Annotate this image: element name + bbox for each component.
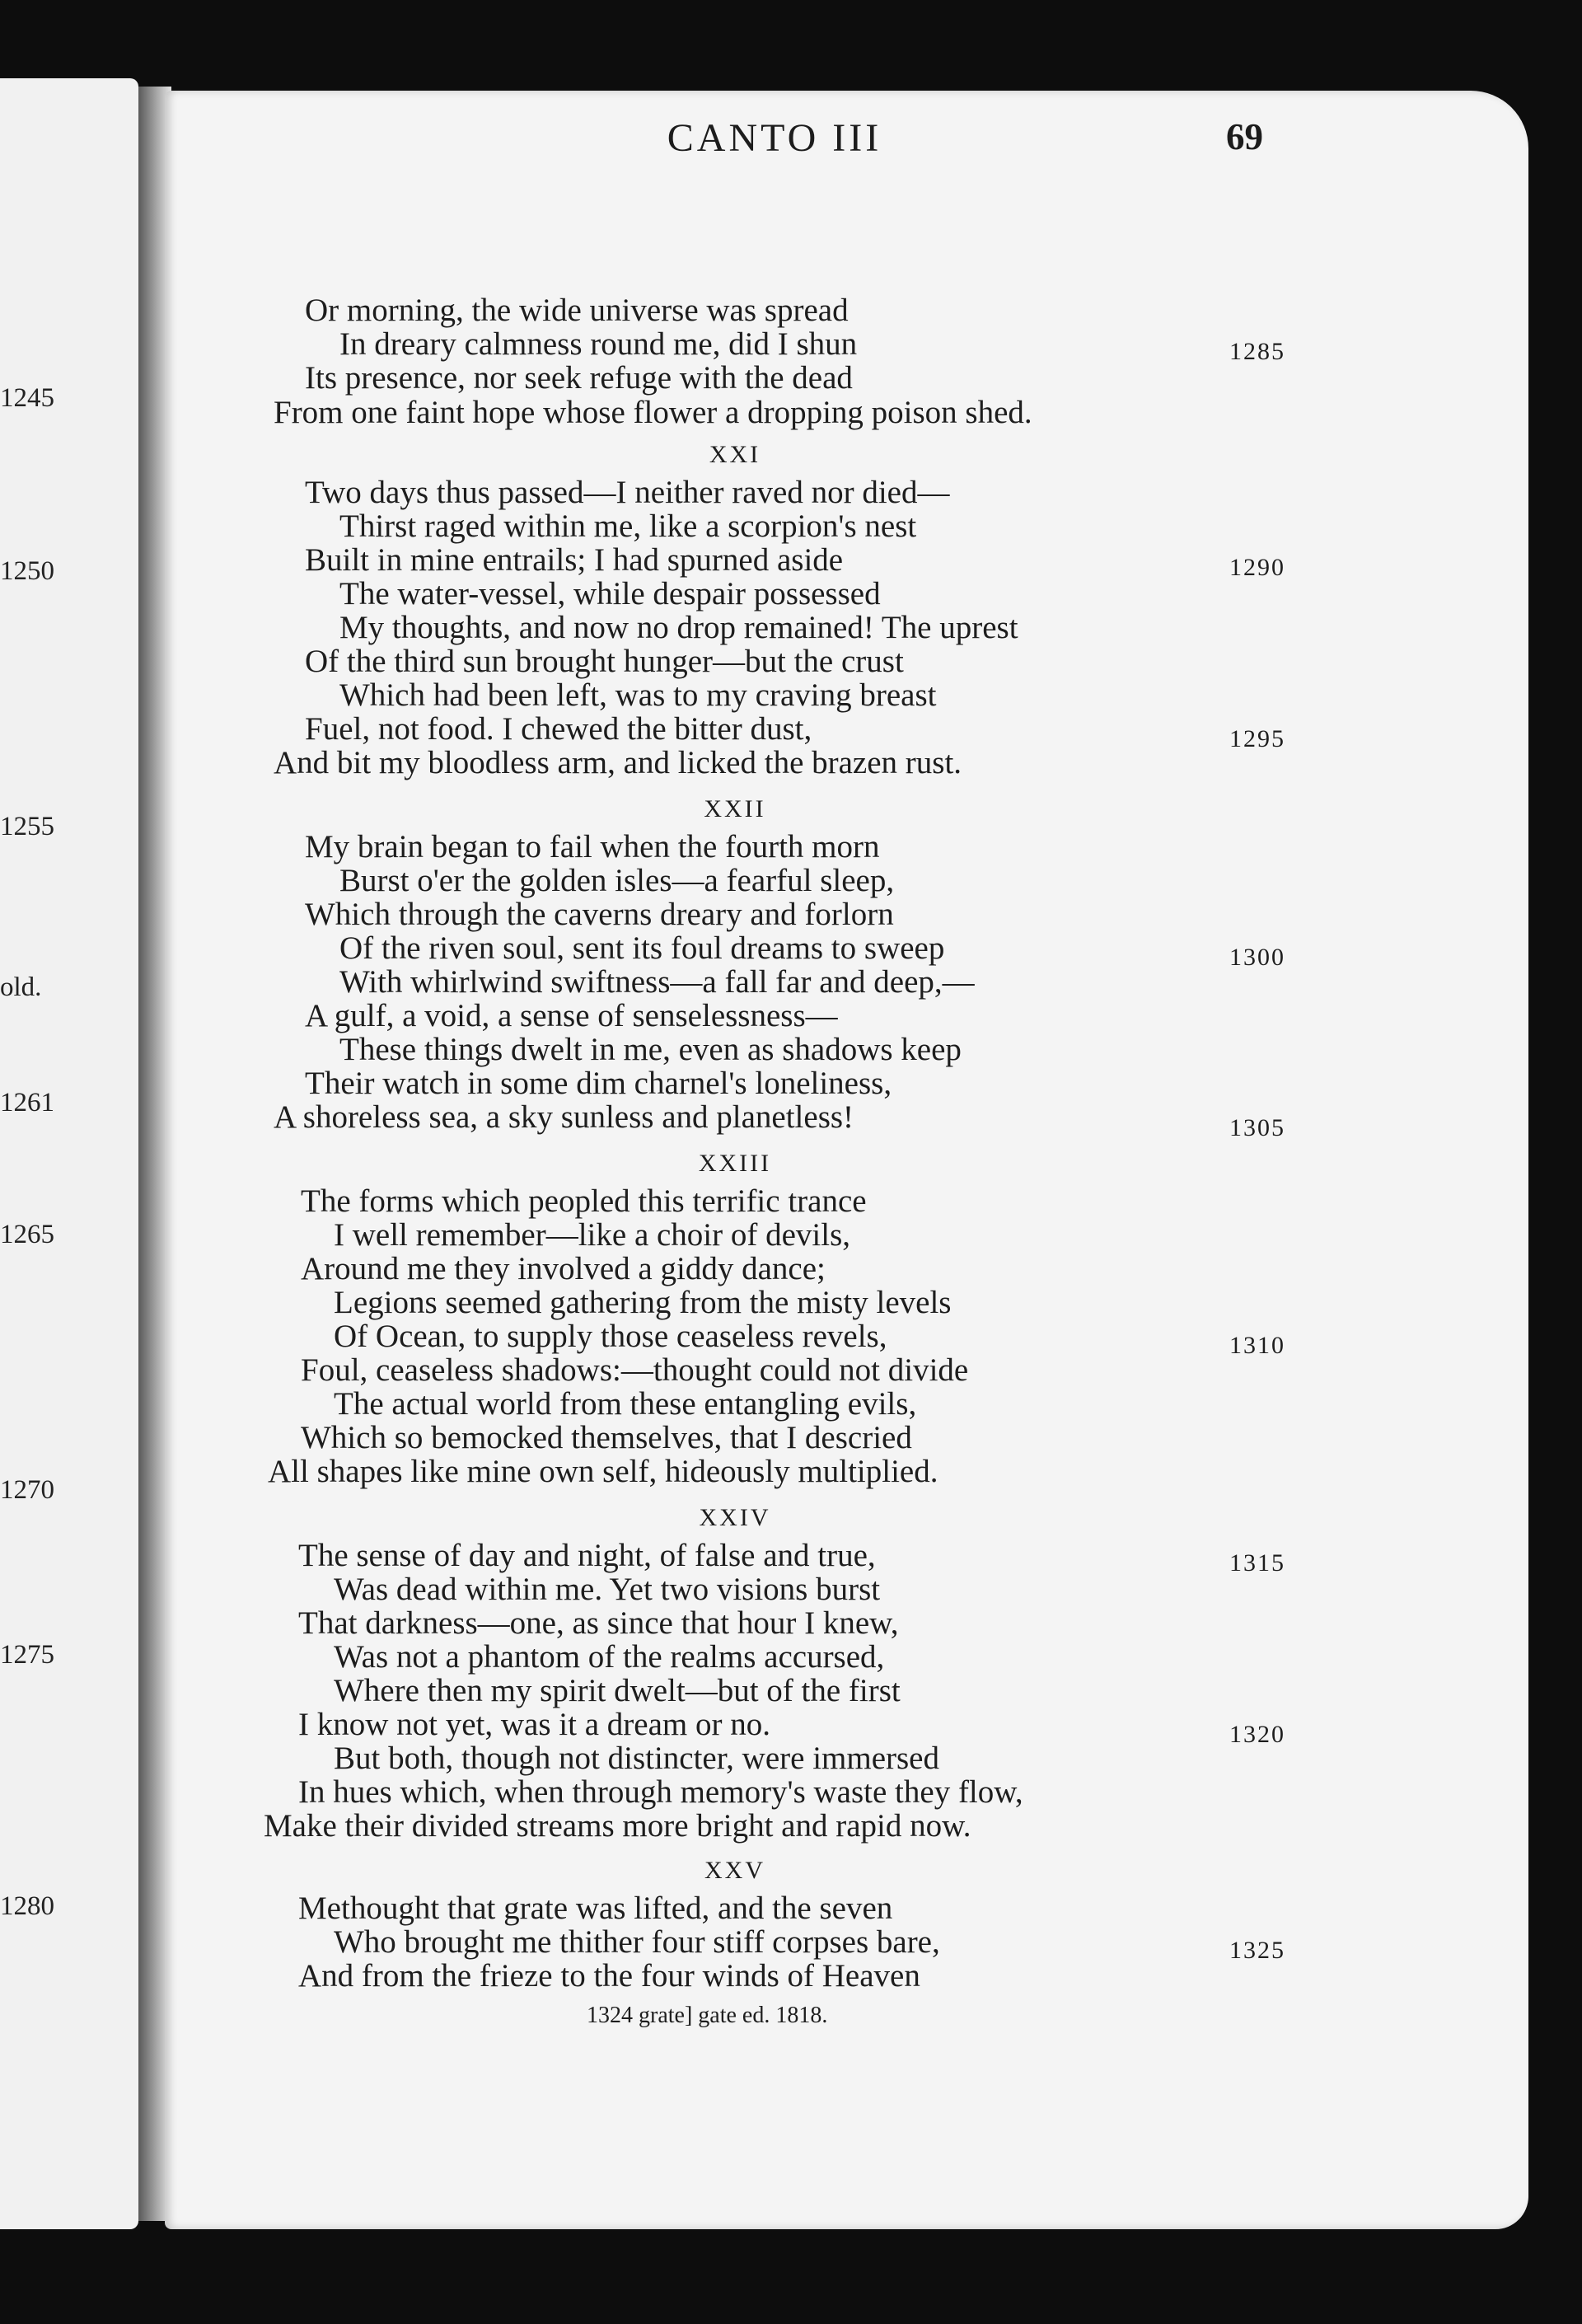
verse-line: Which so bemocked themselves, that I descried: [301, 1420, 912, 1455]
verse-line: I well remember—like a choir of devils,: [334, 1217, 851, 1253]
verse-line: Of Ocean, to supply those ceaseless revels,: [334, 1319, 887, 1354]
left-margin-number: 1275: [0, 1640, 54, 1670]
verse-line: The sense of day and night, of false and true,: [298, 1538, 876, 1573]
verse-line: Which through the caverns dreary and forlorn: [305, 897, 894, 932]
verse-line: Built in mine entrails; I had spurned aside: [305, 542, 844, 578]
line-number: 1290: [1229, 554, 1285, 581]
verse-line: The forms which peopled this terrific trance: [301, 1183, 867, 1219]
stanza-number: XXIII: [698, 1150, 772, 1177]
line-number: 1285: [1229, 338, 1285, 365]
line-number: 1315: [1229, 1549, 1285, 1577]
verse-line: From one faint hope whose flower a dropping poison shed.: [274, 395, 1032, 430]
verse-line: These things dwelt in me, even as shadows keep: [339, 1032, 962, 1067]
verse-line: Of the third sun brought hunger—but the crust: [305, 644, 904, 679]
verse-line: Was dead within me. Yet two visions burst: [334, 1572, 881, 1607]
left-margin-number: 1255: [0, 812, 54, 841]
running-head: CANTO III: [667, 116, 882, 160]
verse-line: The actual world from these entangling evils,: [334, 1386, 917, 1422]
verse-line: Make their divided streams more bright and rapid now.: [264, 1808, 971, 1844]
left-margin-number: 1245: [0, 383, 54, 413]
footnote: 1324 grate] gate ed. 1818.: [587, 2003, 828, 2028]
left-margin-number: 1280: [0, 1891, 54, 1921]
verse-line: In hues which, when through memory's waste they flow,: [298, 1774, 1023, 1810]
verse-line: Burst o'er the golden isles—a fearful sleep,: [339, 863, 895, 898]
left-margin-number: 1250: [0, 556, 54, 586]
stanza-number: XXI: [709, 441, 761, 468]
verse-line: But both, though not distincter, were immersed: [334, 1741, 939, 1776]
left-margin-number: old.: [0, 972, 42, 1002]
left-margin-number: 1270: [0, 1475, 54, 1505]
verse-line: A shoreless sea, a sky sunless and planetless!: [274, 1099, 854, 1135]
verse-line: And bit my bloodless arm, and licked the brazen rust.: [274, 745, 962, 780]
verse-line: Fuel, not food. I chewed the bitter dust,: [305, 711, 812, 747]
verse-line: The water-vessel, while despair possessed: [339, 576, 881, 611]
left-page: [0, 78, 138, 2229]
verse-line: Around me they involved a giddy dance;: [301, 1251, 826, 1286]
verse-line: Which had been left, was to my craving breast: [339, 677, 937, 713]
verse-line: Who brought me thither four stiff corpses bare,: [334, 1924, 940, 1960]
verse-line: My thoughts, and now no drop remained! The uprest: [339, 610, 1018, 645]
verse-line: Foul, ceaseless shadows:—thought could not divide: [301, 1352, 969, 1388]
page-number: 69: [1226, 116, 1263, 157]
verse-line: Of the riven soul, sent its foul dreams to sweep: [339, 930, 945, 966]
line-number: 1305: [1229, 1114, 1285, 1141]
verse-line: A gulf, a void, a sense of senselessness—: [305, 998, 838, 1033]
line-number: 1310: [1229, 1332, 1285, 1359]
verse-line: All shapes like mine own self, hideously multiplied.: [268, 1454, 938, 1489]
verse-line: Two days thus passed—I neither raved nor died—: [305, 475, 950, 510]
verse-line: Where then my spirit dwelt—but of the first: [334, 1673, 901, 1708]
line-number: 1295: [1229, 725, 1285, 752]
verse-line: Thirst raged within me, like a scorpion's nest: [339, 508, 917, 544]
stanza-number: XXV: [704, 1857, 765, 1884]
line-number: 1320: [1229, 1721, 1285, 1748]
stanza-number: XXIV: [699, 1504, 771, 1531]
verse-line: Their watch in some dim charnel's loneliness,: [305, 1066, 892, 1101]
verse-line: My brain began to fail when the fourth morn: [305, 829, 880, 864]
line-number: 1325: [1229, 1937, 1285, 1964]
verse-line: Methought that grate was lifted, and the seven: [298, 1891, 893, 1926]
left-margin-number: 1261: [0, 1088, 54, 1117]
verse-line: Or morning, the wide universe was spread: [305, 293, 849, 328]
line-number: 1300: [1229, 944, 1285, 971]
verse-line: And from the frieze to the four winds of Heaven: [298, 1958, 920, 1994]
verse-line: I know not yet, was it a dream or no.: [298, 1707, 770, 1742]
stanza-number: XXII: [704, 795, 766, 822]
verse-line: Was not a phantom of the realms accursed,: [334, 1639, 885, 1675]
left-margin-number: 1265: [0, 1220, 54, 1249]
verse-line: In dreary calmness round me, did I shun: [339, 326, 858, 362]
verse-line: With whirlwind swiftness—a fall far and deep,—: [339, 964, 975, 1000]
verse-line: Legions seemed gathering from the misty levels: [334, 1285, 952, 1320]
verse-line: Its presence, nor seek refuge with the dead: [305, 360, 853, 396]
verse-line: That darkness—one, as since that hour I knew,: [298, 1605, 899, 1641]
